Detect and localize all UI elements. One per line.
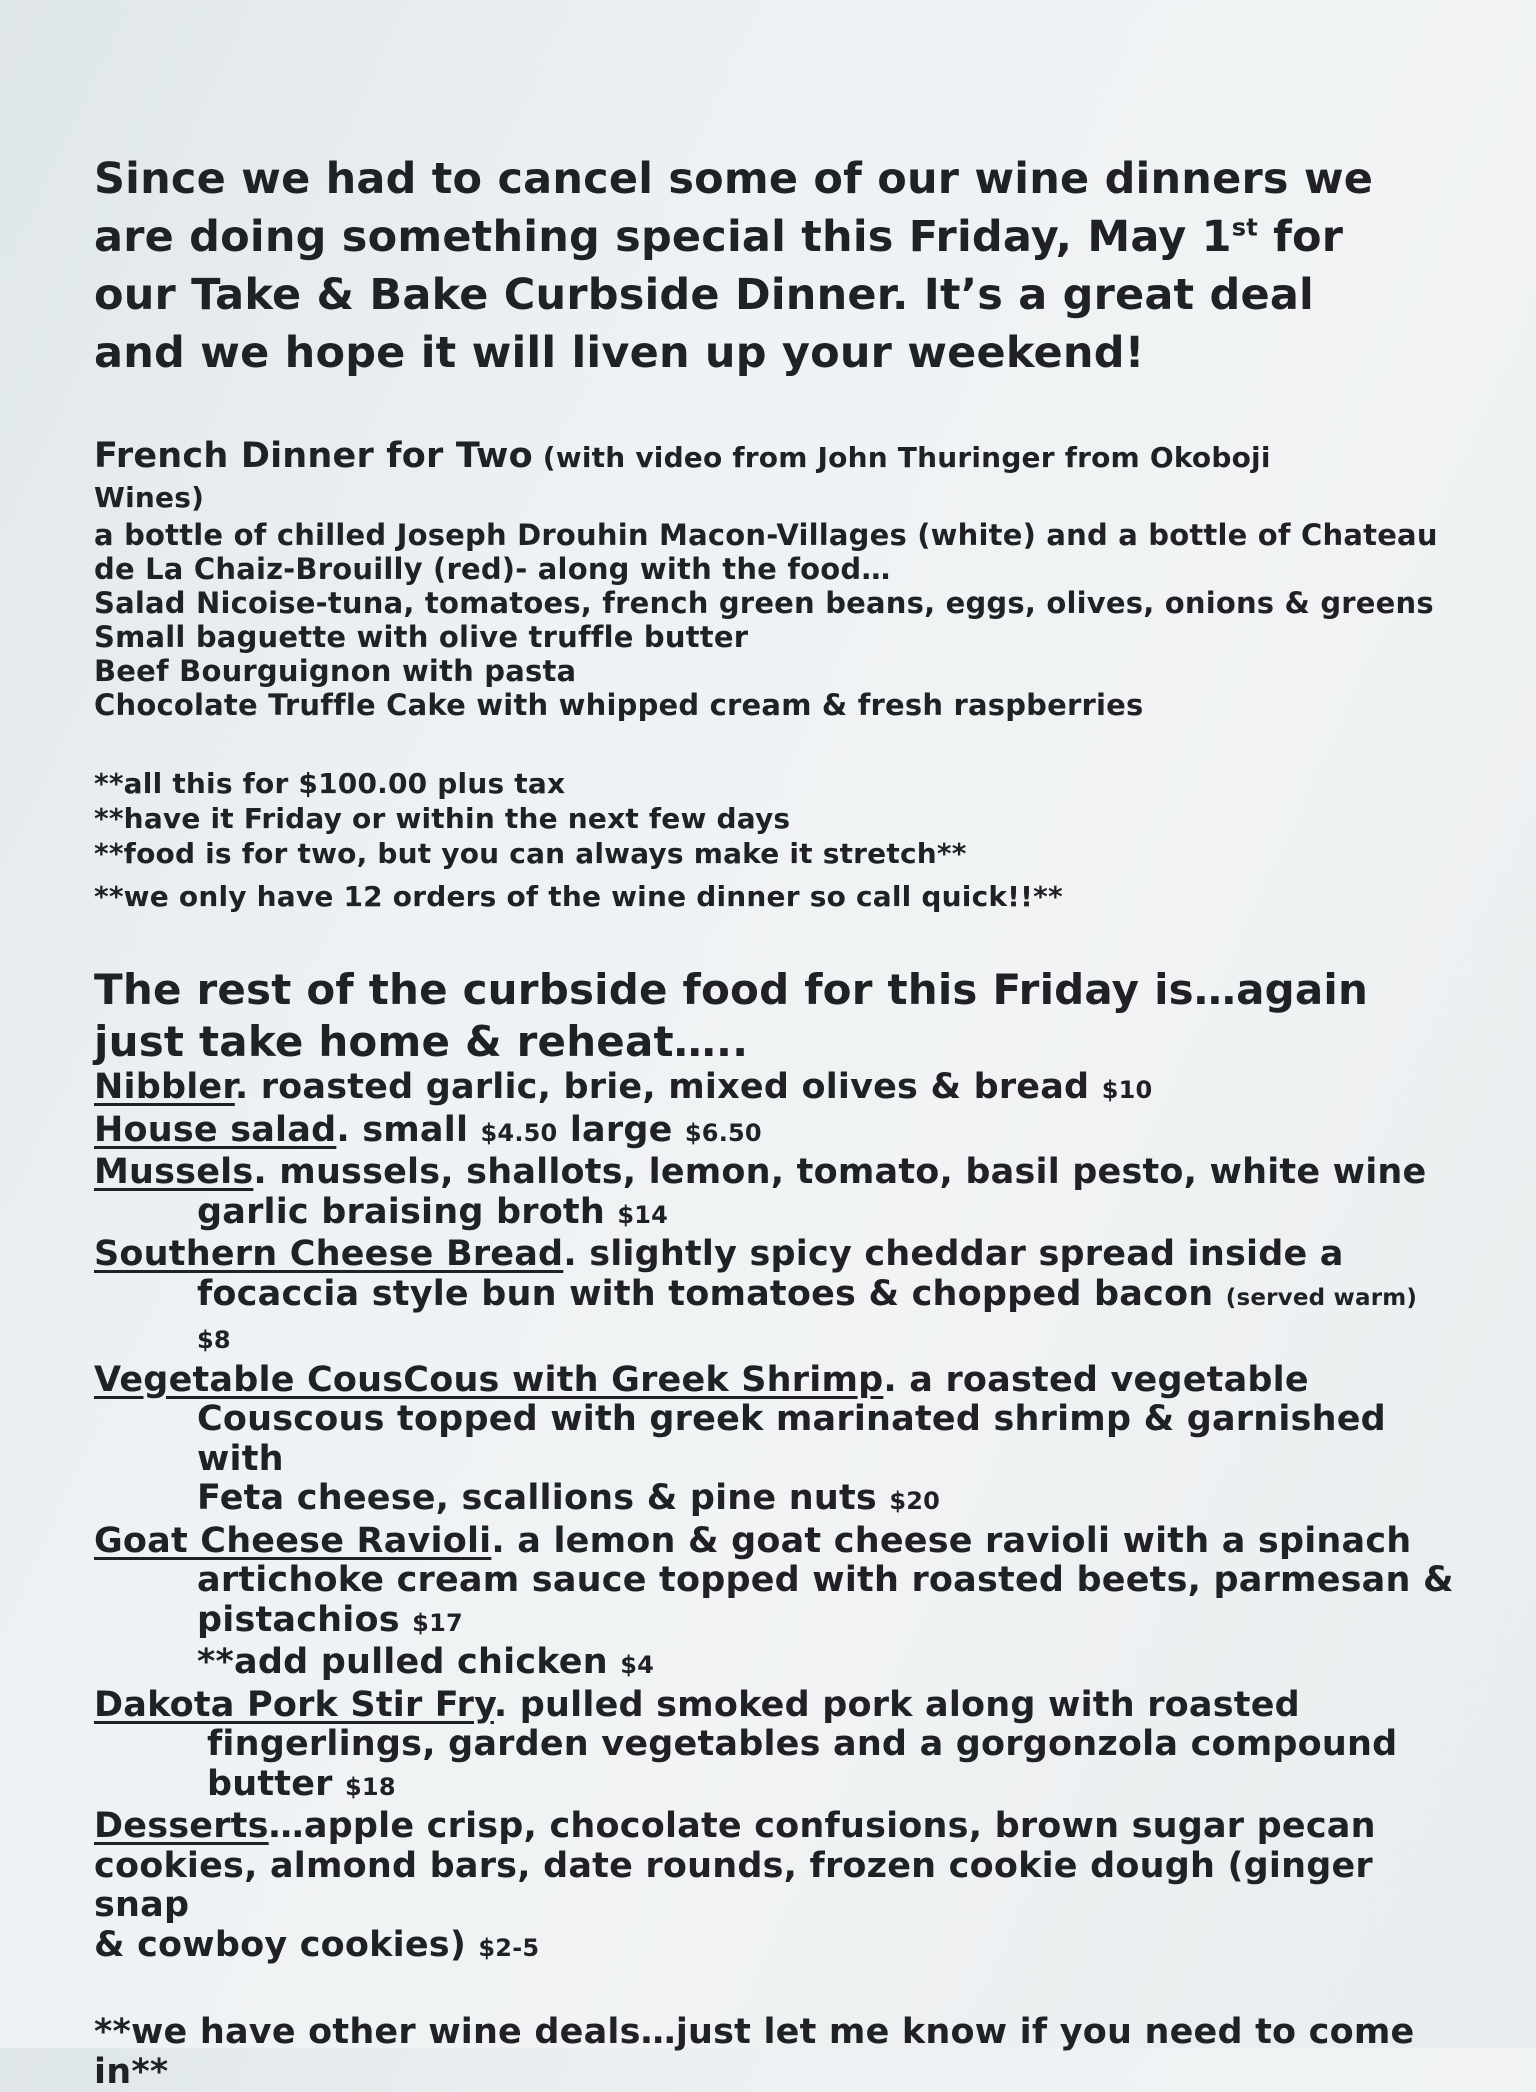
intro-line-1: Since we had to cancel some of our wine dinners we: [94, 154, 1374, 204]
menu-item-desc: . a lemon & goat cheese ravioli with a spinach: [491, 1520, 1412, 1561]
dinner-notes: [94, 766, 1454, 914]
menu-list: [94, 1068, 1454, 1968]
french-dinner-heading: [94, 436, 1454, 518]
menu-item-desc: . small: [336, 1109, 481, 1150]
intro-line-2b: for: [1257, 212, 1344, 262]
menu-item-couscous: [94, 1361, 1454, 1522]
menu-item-name: Dakota Pork Stir Fry: [94, 1684, 494, 1725]
menu-item-addon: **add pulled chicken: [197, 1642, 621, 1682]
note-line: **food is for two, but you can always make it stretch**: [94, 837, 967, 870]
menu-item-name: Nibbler: [94, 1067, 235, 1107]
french-line: Chocolate Truffle Cake with whipped cream & fresh raspberries: [94, 688, 1144, 722]
menu-item-name: Vegetable CousCous with Greek Shrimp: [94, 1359, 884, 1400]
menu-item-desc: . pulled smoked pork along with roasted: [493, 1684, 1300, 1725]
french-line: Beef Bourguignon with pasta: [94, 654, 577, 688]
menu-item-desc: large: [557, 1109, 685, 1150]
menu-item-price: $8: [197, 1326, 231, 1354]
menu-item-desc: artichoke cream sauce topped with roasted beets, parmesan &: [197, 1560, 1454, 1600]
menu-item-desc: & cowboy cookies): [94, 1924, 479, 1965]
menu-item-stir-fry: [94, 1686, 1454, 1808]
intro-line-4: and we hope it will liven up your weekend!: [94, 328, 1145, 378]
intro-paragraph: [94, 150, 1454, 382]
note-line: **have it Friday or within the next few days: [94, 802, 791, 835]
menu-item-price: $4.50: [480, 1118, 558, 1147]
note-line: **all this for $100.00 plus tax: [94, 767, 566, 800]
menu-item-desc: . mussels, shallots, lemon, tomato, basil pesto, white wine: [253, 1152, 1427, 1192]
french-dinner-note: (with video from John Thuringer from Okoboji: [532, 441, 1271, 474]
menu-item-price: $14: [617, 1200, 669, 1229]
menu-item-ravioli: [94, 1522, 1454, 1686]
french-line: de La Chaiz-Brouilly (red)- along with the food…: [94, 552, 891, 586]
menu-item-name: House salad: [94, 1109, 337, 1150]
menu-item-cheese-bread: [94, 1235, 1454, 1361]
menu-item-desserts: [94, 1807, 1454, 1968]
menu-item-price: $2-5: [478, 1933, 540, 1962]
menu-item-note: (served warm): [1225, 1284, 1418, 1311]
menu-item-desc: . roasted garlic, brie, mixed olives & bread: [234, 1067, 1102, 1107]
menu-item-desc: …apple crisp, chocolate confusions, brown sugar pecan: [268, 1806, 1376, 1846]
curbside-heading: [94, 964, 1454, 1068]
menu-item-desc: . a roasted vegetable: [883, 1359, 1309, 1400]
menu-item-desc: pistachios: [197, 1599, 413, 1640]
menu-item-name: Southern Cheese Bread: [94, 1234, 564, 1274]
menu-item-desc: Feta cheese, scallions & pine nuts: [197, 1478, 890, 1518]
menu-item-price: $20: [889, 1487, 941, 1515]
menu-item-price: $17: [412, 1608, 463, 1637]
menu-item-price: $18: [345, 1772, 396, 1801]
menu-item-desc: Couscous topped with greek marinated shrimp & garnished with: [197, 1399, 1386, 1479]
french-dinner-title: French Dinner for Two: [94, 436, 533, 476]
french-dinner-items: [94, 518, 1454, 722]
flyer: [94, 150, 1454, 2092]
menu-item-desc: fingerlings, garden vegetables and a gorgonzola compound: [207, 1724, 1398, 1764]
menu-item-price: $4: [620, 1651, 655, 1679]
menu-item-desc: . slightly spicy cheddar spread inside a: [563, 1234, 1344, 1274]
curbside-heading-line-1: The rest of the curbside food for this Friday is…again: [94, 965, 1369, 1014]
note-line: **we only have 12 orders of the wine dinner so call quick!!**: [94, 880, 1063, 913]
menu-item-name: Goat Cheese Ravioli: [94, 1520, 492, 1561]
menu-item-price: $10: [1101, 1076, 1153, 1104]
closing-note: **we have other wine deals…just let me know if you need to come in**: [94, 2012, 1415, 2092]
menu-item-mussels: [94, 1153, 1454, 1235]
french-dinner-note-2: Wines): [94, 481, 205, 514]
menu-item-house-salad: [94, 1111, 1454, 1154]
french-line: Small baguette with olive truffle butter: [94, 620, 749, 654]
menu-item-desc: cookies, almond bars, date rounds, frozen cookie dough (ginger snap: [94, 1845, 1373, 1925]
menu-item-name: Mussels: [94, 1152, 254, 1192]
menu-item-desc: butter: [207, 1763, 346, 1804]
menu-item-price: $6.50: [684, 1118, 762, 1147]
intro-superscript: st: [1231, 213, 1258, 242]
intro-line-3: our Take & Bake Curbside Dinner. It’s a great deal: [94, 270, 1314, 320]
menu-item-desc: garlic braising broth: [197, 1191, 618, 1232]
menu-item-name: Desserts: [94, 1806, 269, 1846]
french-line: a bottle of chilled Joseph Drouhin Macon-Villages (white) and a bottle of Chateau: [94, 518, 1438, 552]
menu-item-nibbler: [94, 1068, 1454, 1111]
french-line: Salad Nicoise-tuna, tomatoes, french green beans, eggs, olives, onions & greens: [94, 586, 1434, 620]
intro-line-2a: are doing something special this Friday, May 1: [94, 212, 1232, 262]
curbside-heading-line-2: just take home & reheat…..: [94, 1017, 749, 1066]
menu-item-desc: focaccia style bun with tomatoes & chopped bacon: [197, 1273, 1226, 1314]
intro-line-2: [94, 208, 1454, 266]
